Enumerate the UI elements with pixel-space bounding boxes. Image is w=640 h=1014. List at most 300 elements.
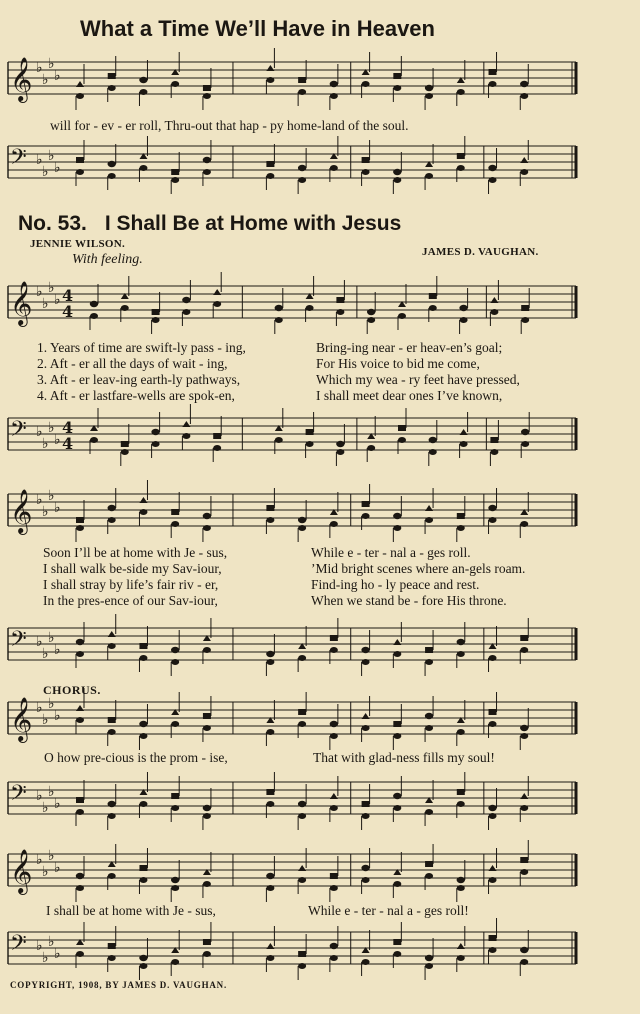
note-head bbox=[298, 963, 306, 969]
bass-clef-icon: 𝄢 bbox=[10, 931, 27, 961]
note-head bbox=[362, 501, 370, 507]
note-head bbox=[108, 73, 116, 79]
flat-icon: ♭ bbox=[42, 950, 49, 966]
note-head bbox=[203, 881, 211, 887]
note-head bbox=[90, 301, 98, 307]
note-head bbox=[457, 165, 465, 171]
note-head bbox=[76, 157, 84, 163]
note-head bbox=[521, 305, 529, 311]
note-head bbox=[393, 525, 401, 531]
note-head bbox=[266, 77, 274, 83]
note-head bbox=[298, 517, 306, 523]
verse-2-line-c: I shall walk be-side my Sav-iour, bbox=[43, 561, 222, 576]
note-head bbox=[425, 173, 433, 179]
note-head bbox=[425, 861, 433, 867]
note-head bbox=[203, 939, 211, 945]
note-head bbox=[425, 955, 433, 961]
top-hymn-lyric: will for - ev - er roll, Thru-out that hap - py home-land of the soul. bbox=[50, 118, 409, 133]
flat-icon: ♭ bbox=[42, 864, 49, 880]
flat-icon: ♭ bbox=[48, 148, 55, 164]
note-head bbox=[76, 169, 84, 175]
note-head bbox=[171, 793, 179, 799]
note-head bbox=[108, 85, 116, 91]
flat-icon: ♭ bbox=[54, 292, 61, 308]
copyright-notice: COPYRIGHT, 1908, BY JAMES D. VAUGHAN. bbox=[10, 980, 228, 990]
note-head bbox=[275, 305, 283, 311]
flat-icon: ♭ bbox=[54, 68, 61, 84]
note-head bbox=[520, 169, 528, 175]
note-head bbox=[330, 805, 338, 811]
verse-3-line-d: Find-ing ho - ly peace and rest. bbox=[311, 577, 480, 592]
flat-icon: ♭ bbox=[36, 284, 43, 300]
note-head bbox=[121, 305, 129, 311]
note-head bbox=[108, 943, 116, 949]
note-head bbox=[182, 309, 190, 315]
note-head bbox=[457, 639, 465, 645]
note-head bbox=[266, 873, 274, 879]
flat-icon: ♭ bbox=[48, 934, 55, 950]
note-head bbox=[298, 813, 306, 819]
note-head bbox=[457, 153, 465, 159]
note-head bbox=[171, 81, 179, 87]
verse-2-line-b: For His voice to bid me come, bbox=[316, 356, 480, 371]
note-head bbox=[108, 801, 116, 807]
note-head bbox=[457, 943, 465, 949]
note-head bbox=[520, 869, 528, 875]
note-head bbox=[306, 441, 314, 447]
note-head bbox=[521, 441, 529, 447]
hymn-number: No. 53. bbox=[18, 212, 87, 235]
note-head bbox=[171, 877, 179, 883]
note-head bbox=[425, 725, 433, 731]
note-head bbox=[121, 449, 129, 455]
note-head bbox=[298, 165, 306, 171]
note-head bbox=[393, 513, 401, 519]
time-signature-top: 4 bbox=[62, 418, 74, 437]
note-head bbox=[520, 93, 528, 99]
flat-icon: ♭ bbox=[42, 712, 49, 728]
note-head bbox=[171, 805, 179, 811]
note-head bbox=[425, 963, 433, 969]
note-head bbox=[393, 639, 401, 645]
flat-icon: ♭ bbox=[54, 642, 61, 658]
note-head bbox=[139, 877, 147, 883]
treble-clef-icon: 𝄞 bbox=[10, 489, 33, 533]
note-head bbox=[90, 313, 98, 319]
note-head bbox=[266, 943, 274, 949]
note-head bbox=[425, 809, 433, 815]
note-head bbox=[367, 445, 375, 451]
note-head bbox=[520, 857, 528, 863]
note-head bbox=[76, 93, 84, 99]
staff-system-2-treble bbox=[0, 488, 640, 540]
verse-3-line-b: Which my wea - ry feet have pressed, bbox=[316, 372, 520, 387]
composer-credit: JAMES D. VAUGHAN. bbox=[422, 246, 539, 258]
note-head bbox=[182, 421, 190, 427]
note-head bbox=[275, 317, 283, 323]
note-head bbox=[76, 873, 84, 879]
note-head bbox=[139, 509, 147, 515]
note-head bbox=[139, 955, 147, 961]
note-head bbox=[520, 81, 528, 87]
note-head bbox=[362, 801, 370, 807]
note-head bbox=[330, 885, 338, 891]
note-head bbox=[139, 655, 147, 661]
note-head bbox=[76, 81, 84, 87]
verse-4-line-d: When we stand be - fore His throne. bbox=[311, 593, 507, 608]
note-head bbox=[425, 85, 433, 91]
note-head bbox=[108, 161, 116, 167]
note-head bbox=[457, 789, 465, 795]
note-head bbox=[171, 647, 179, 653]
note-head bbox=[108, 955, 116, 961]
note-head bbox=[460, 317, 468, 323]
flat-icon: ♭ bbox=[36, 424, 43, 440]
chorus-line-1-right: That with glad-ness fills my soul! bbox=[313, 750, 495, 765]
note-head bbox=[489, 69, 497, 75]
verse-4-line-b: I shall meet dear ones I’ve known, bbox=[316, 388, 503, 403]
note-head bbox=[330, 721, 338, 727]
note-head bbox=[398, 313, 406, 319]
note-head bbox=[362, 713, 370, 719]
note-head bbox=[429, 437, 437, 443]
note-head bbox=[171, 521, 179, 527]
note-head bbox=[266, 801, 274, 807]
flat-icon: ♭ bbox=[54, 860, 61, 876]
note-head bbox=[298, 951, 306, 957]
note-head bbox=[362, 169, 370, 175]
note-head bbox=[330, 165, 338, 171]
note-head bbox=[139, 77, 147, 83]
note-head bbox=[306, 305, 314, 311]
note-head bbox=[266, 659, 274, 665]
note-head bbox=[425, 873, 433, 879]
note-head bbox=[203, 85, 211, 91]
flat-icon: ♭ bbox=[48, 784, 55, 800]
note-head bbox=[203, 513, 211, 519]
note-head bbox=[171, 885, 179, 891]
note-head bbox=[330, 793, 338, 799]
note-head bbox=[489, 947, 497, 953]
note-head bbox=[330, 647, 338, 653]
note-head bbox=[393, 881, 401, 887]
note-head bbox=[76, 525, 84, 531]
note-head bbox=[520, 805, 528, 811]
note-head bbox=[213, 445, 221, 451]
flat-icon: ♭ bbox=[54, 500, 61, 516]
note-head bbox=[336, 449, 344, 455]
treble-clef-icon: 𝄞 bbox=[10, 849, 33, 893]
note-head bbox=[490, 449, 498, 455]
note-head bbox=[298, 801, 306, 807]
note-head bbox=[489, 935, 497, 941]
note-head bbox=[90, 437, 98, 443]
treble-clef-icon: 𝄞 bbox=[10, 281, 33, 325]
flat-icon: ♭ bbox=[36, 60, 43, 76]
note-head bbox=[425, 517, 433, 523]
time-signature-bottom: 4 bbox=[62, 434, 74, 453]
note-head bbox=[139, 89, 147, 95]
note-head bbox=[108, 643, 116, 649]
note-head bbox=[330, 733, 338, 739]
flat-icon: ♭ bbox=[54, 160, 61, 176]
note-head bbox=[457, 729, 465, 735]
note-head bbox=[139, 643, 147, 649]
time-signature-bottom: 4 bbox=[62, 302, 74, 321]
hymn-title-line bbox=[18, 212, 401, 236]
bass-clef-icon: 𝄢 bbox=[10, 627, 27, 657]
note-head bbox=[330, 635, 338, 641]
note-head bbox=[306, 429, 314, 435]
note-head bbox=[76, 717, 84, 723]
note-head bbox=[457, 89, 465, 95]
note-head bbox=[425, 505, 433, 511]
flat-icon: ♭ bbox=[54, 708, 61, 724]
note-head bbox=[425, 93, 433, 99]
note-head bbox=[76, 885, 84, 891]
note-head bbox=[203, 647, 211, 653]
note-head bbox=[489, 865, 497, 871]
note-head bbox=[393, 793, 401, 799]
note-head bbox=[393, 177, 401, 183]
note-head bbox=[298, 865, 306, 871]
bass-clef-icon: 𝄢 bbox=[10, 145, 27, 175]
flat-icon: ♭ bbox=[42, 800, 49, 816]
note-head bbox=[367, 309, 375, 315]
note-head bbox=[76, 951, 84, 957]
note-head bbox=[520, 733, 528, 739]
note-head bbox=[139, 801, 147, 807]
note-head bbox=[520, 959, 528, 965]
note-head bbox=[108, 729, 116, 735]
flat-icon: ♭ bbox=[36, 700, 43, 716]
verse-3-line-a: 3. Aft - er leav-ing earth-ly pathways, bbox=[37, 372, 241, 387]
note-head bbox=[489, 709, 497, 715]
note-head bbox=[139, 721, 147, 727]
note-head bbox=[266, 173, 274, 179]
note-head bbox=[213, 433, 221, 439]
flat-icon: ♭ bbox=[42, 436, 49, 452]
verse-4-line-a: 4. Aft - er lastfare-wells are spok-en, bbox=[37, 388, 235, 403]
verse-1-line-b: Bring-ing near - er heav-en’s goal; bbox=[316, 340, 503, 355]
flat-icon: ♭ bbox=[36, 852, 43, 868]
note-head bbox=[398, 425, 406, 431]
note-head bbox=[362, 513, 370, 519]
note-head bbox=[490, 437, 498, 443]
staff-system-2-bass bbox=[0, 622, 640, 674]
flat-icon: ♭ bbox=[36, 788, 43, 804]
verse-block-2-right bbox=[311, 545, 525, 609]
note-head bbox=[330, 521, 338, 527]
note-head bbox=[361, 647, 369, 653]
note-head bbox=[330, 93, 338, 99]
note-head bbox=[367, 317, 375, 323]
note-head bbox=[330, 955, 338, 961]
note-head bbox=[171, 509, 179, 515]
note-head bbox=[182, 297, 190, 303]
note-head bbox=[203, 525, 211, 531]
staff-system-top-treble bbox=[0, 56, 640, 108]
bass-clef-icon: 𝄢 bbox=[10, 417, 27, 447]
note-head bbox=[429, 305, 437, 311]
note-head bbox=[298, 877, 306, 883]
note-head bbox=[488, 505, 496, 511]
flat-icon: ♭ bbox=[48, 848, 55, 864]
note-head bbox=[457, 877, 465, 883]
treble-clef-icon: 𝄞 bbox=[10, 697, 33, 741]
note-head bbox=[108, 717, 116, 723]
note-head bbox=[336, 441, 344, 447]
note-head bbox=[362, 157, 370, 163]
flat-icon: ♭ bbox=[48, 280, 55, 296]
note-head bbox=[362, 725, 370, 731]
note-head bbox=[298, 177, 306, 183]
note-head bbox=[520, 635, 528, 641]
note-head bbox=[203, 951, 211, 957]
note-head bbox=[171, 177, 179, 183]
note-head bbox=[298, 525, 306, 531]
verse-block-1-left bbox=[37, 340, 246, 404]
note-head bbox=[139, 165, 147, 171]
chorus-line-2-right: While e - ter - nal a - ges roll! bbox=[308, 903, 469, 918]
verse-3-line-c: I shall stray by life’s fair riv - er, bbox=[43, 577, 219, 592]
note-head bbox=[490, 297, 498, 303]
flat-icon: ♭ bbox=[42, 504, 49, 520]
verse-1-line-c: Soon I’ll be at home with Je - sus, bbox=[43, 545, 228, 560]
note-head bbox=[266, 885, 274, 891]
note-head bbox=[362, 959, 370, 965]
note-head bbox=[520, 521, 528, 527]
treble-clef-icon: 𝄞 bbox=[10, 57, 33, 101]
verse-block-2-left bbox=[43, 545, 227, 609]
note-head bbox=[298, 721, 306, 727]
flat-icon: ♭ bbox=[48, 488, 55, 504]
note-head bbox=[520, 647, 528, 653]
note-head bbox=[266, 955, 274, 961]
note-head bbox=[330, 873, 338, 879]
note-head bbox=[330, 81, 338, 87]
flat-icon: ♭ bbox=[54, 432, 61, 448]
note-head bbox=[330, 943, 338, 949]
note-head bbox=[521, 429, 529, 435]
note-head bbox=[203, 157, 211, 163]
note-head bbox=[298, 77, 306, 83]
note-head bbox=[336, 297, 344, 303]
note-head bbox=[266, 505, 274, 511]
note-head bbox=[266, 65, 274, 71]
flat-icon: ♭ bbox=[54, 946, 61, 962]
staff-system-1-bass bbox=[0, 412, 640, 464]
flat-icon: ♭ bbox=[48, 56, 55, 72]
note-head bbox=[203, 713, 211, 719]
note-head bbox=[213, 301, 221, 307]
note-head bbox=[520, 157, 528, 163]
flat-icon: ♭ bbox=[36, 152, 43, 168]
note-head bbox=[393, 73, 401, 79]
flat-icon: ♭ bbox=[42, 296, 49, 312]
staff-system-top-bass bbox=[0, 140, 640, 192]
note-head bbox=[521, 317, 529, 323]
bass-clef-icon: 𝄢 bbox=[10, 781, 27, 811]
note-head bbox=[213, 289, 221, 295]
flat-icon: ♭ bbox=[42, 646, 49, 662]
note-head bbox=[266, 161, 274, 167]
hymn-title: I Shall Be at Home with Jesus bbox=[104, 212, 402, 235]
note-head bbox=[152, 317, 160, 323]
note-head bbox=[171, 659, 179, 665]
chorus-label: CHORUS. bbox=[43, 683, 101, 697]
note-head bbox=[393, 805, 401, 811]
note-head bbox=[393, 733, 401, 739]
verse-2-line-a: 2. Aft - er all the days of wait - ing, bbox=[37, 356, 228, 371]
top-hymn-title: What a Time We’ll Have in Heaven bbox=[80, 16, 435, 41]
note-head bbox=[298, 709, 306, 715]
note-head bbox=[275, 437, 283, 443]
note-head bbox=[520, 947, 528, 953]
note-head bbox=[76, 639, 84, 645]
note-head bbox=[489, 81, 497, 87]
staff-system-4-bass bbox=[0, 926, 640, 978]
note-head bbox=[76, 705, 84, 711]
note-head bbox=[336, 309, 344, 315]
note-head bbox=[139, 733, 147, 739]
flat-icon: ♭ bbox=[42, 72, 49, 88]
verse-4-line-c: In the pres-ence of our Sav-iour, bbox=[43, 593, 218, 608]
note-head bbox=[76, 651, 84, 657]
note-head bbox=[182, 433, 190, 439]
note-head bbox=[429, 293, 437, 299]
note-head bbox=[139, 963, 147, 969]
staff-system-4-treble bbox=[0, 848, 640, 900]
note-head bbox=[457, 885, 465, 891]
note-head bbox=[393, 721, 401, 727]
note-head bbox=[460, 429, 468, 435]
time-signature-top: 4 bbox=[62, 286, 74, 305]
note-head bbox=[76, 517, 84, 523]
note-head bbox=[152, 309, 160, 315]
note-head bbox=[121, 441, 129, 447]
note-head bbox=[393, 85, 401, 91]
note-head bbox=[459, 305, 467, 311]
note-head bbox=[266, 729, 274, 735]
note-head bbox=[398, 437, 406, 443]
note-head bbox=[76, 809, 84, 815]
verse-1-line-a: 1. Years of time are swift-ly pass - ing, bbox=[37, 340, 246, 355]
note-head bbox=[362, 813, 370, 819]
note-head bbox=[108, 505, 116, 511]
verse-2-line-d: ’Mid bright scenes where an-gels roam. bbox=[311, 561, 526, 576]
note-head bbox=[108, 517, 116, 523]
note-head bbox=[425, 713, 433, 719]
note-head bbox=[460, 441, 468, 447]
note-head bbox=[362, 659, 370, 665]
flat-icon: ♭ bbox=[48, 630, 55, 646]
note-head bbox=[489, 177, 497, 183]
verse-1-line-d: While e - ter - nal a - ges roll. bbox=[311, 545, 471, 560]
note-head bbox=[393, 169, 401, 175]
note-head bbox=[489, 813, 497, 819]
note-head bbox=[489, 655, 497, 661]
note-head bbox=[152, 441, 160, 447]
note-head bbox=[362, 877, 370, 883]
note-head bbox=[393, 951, 401, 957]
note-head bbox=[457, 955, 465, 961]
note-head bbox=[171, 959, 179, 965]
note-head bbox=[108, 173, 116, 179]
lyricist-credit: JENNIE WILSON. bbox=[30, 238, 126, 250]
note-head bbox=[393, 651, 401, 657]
tempo-marking: With feeling. bbox=[72, 252, 143, 267]
